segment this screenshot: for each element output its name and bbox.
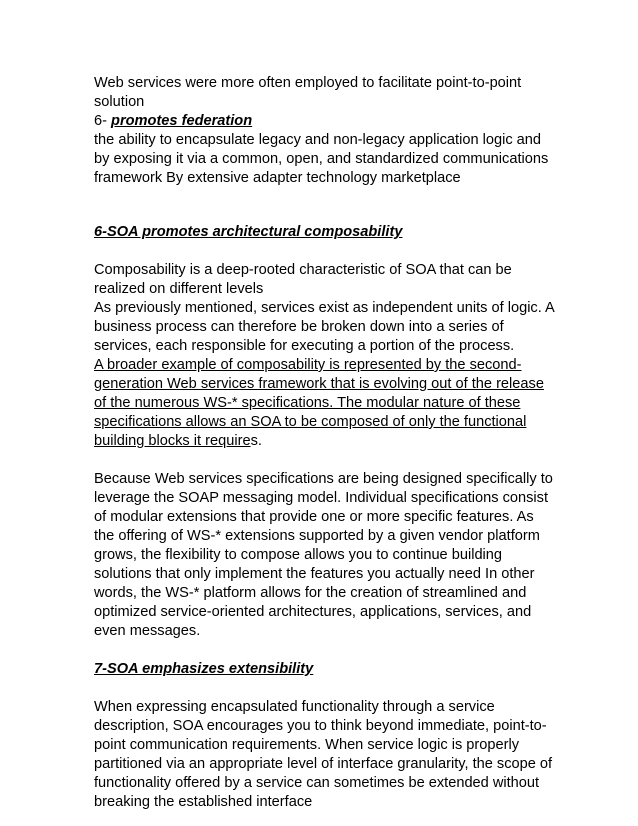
intro-paragraph: Web services were more often employed to facilitate point-to-point solution [94, 75, 522, 110]
federation-heading [94, 112, 554, 131]
federation-number: 6- [94, 113, 107, 129]
section-7-heading: 7-SOA emphasizes extensibility [94, 661, 314, 677]
section-6-paragraph-3 [94, 356, 554, 451]
section-6-paragraph-3-tail: s. [250, 433, 262, 449]
section-6-paragraph-2: As previously mentioned, services exist as independent units of logic. A business process can therefore be broken down into a series of services, each responsible for executing a portion of the process. [94, 300, 554, 354]
section-7-paragraph-1: When expressing encapsulated functionality through a service description, SOA encourages you to think beyond immediate, point-to-point communication requirements. When service logic is properly partitioned via an appropriate level of interface granularity, the scope of functionality offered by a service can sometimes be extended without breaking the established interface [94, 699, 553, 810]
document-body [94, 74, 554, 812]
federation-title: promotes federation [111, 113, 253, 129]
section-6-heading: 6-SOA promotes architectural composability [94, 224, 403, 240]
section-6-underlined-text: A broader example of composability is represented by the second-generation Web services framework that is evolving out of the release of the numerous WS-* specifications. The modular nature of these specifications allows an SOA to be composed of only the functional building blocks it require [94, 357, 544, 449]
section-6-paragraph-1: Composability is a deep-rooted characteristic of SOA that can be realized on different levels [94, 262, 512, 297]
federation-body: the ability to encapsulate legacy and non-legacy application logic and by exposing it via a common, open, and standardized communications framework By extensive adapter technology marketplace [94, 132, 549, 186]
section-6-paragraph-4: Because Web services specifications are being designed specifically to leverage the SOAP messaging model. Individual specifications consist of modular extensions that provide one or more specific features. As the offering of WS-* extensions supported by a given vendor platform grows, the flexibility to compose allows you to continue building solutions that only implement the features you actually need In other words, the WS-* platform allows for the creation of streamlined and optimized service-oriented architectures, applications, services, and even messages. [94, 471, 553, 639]
